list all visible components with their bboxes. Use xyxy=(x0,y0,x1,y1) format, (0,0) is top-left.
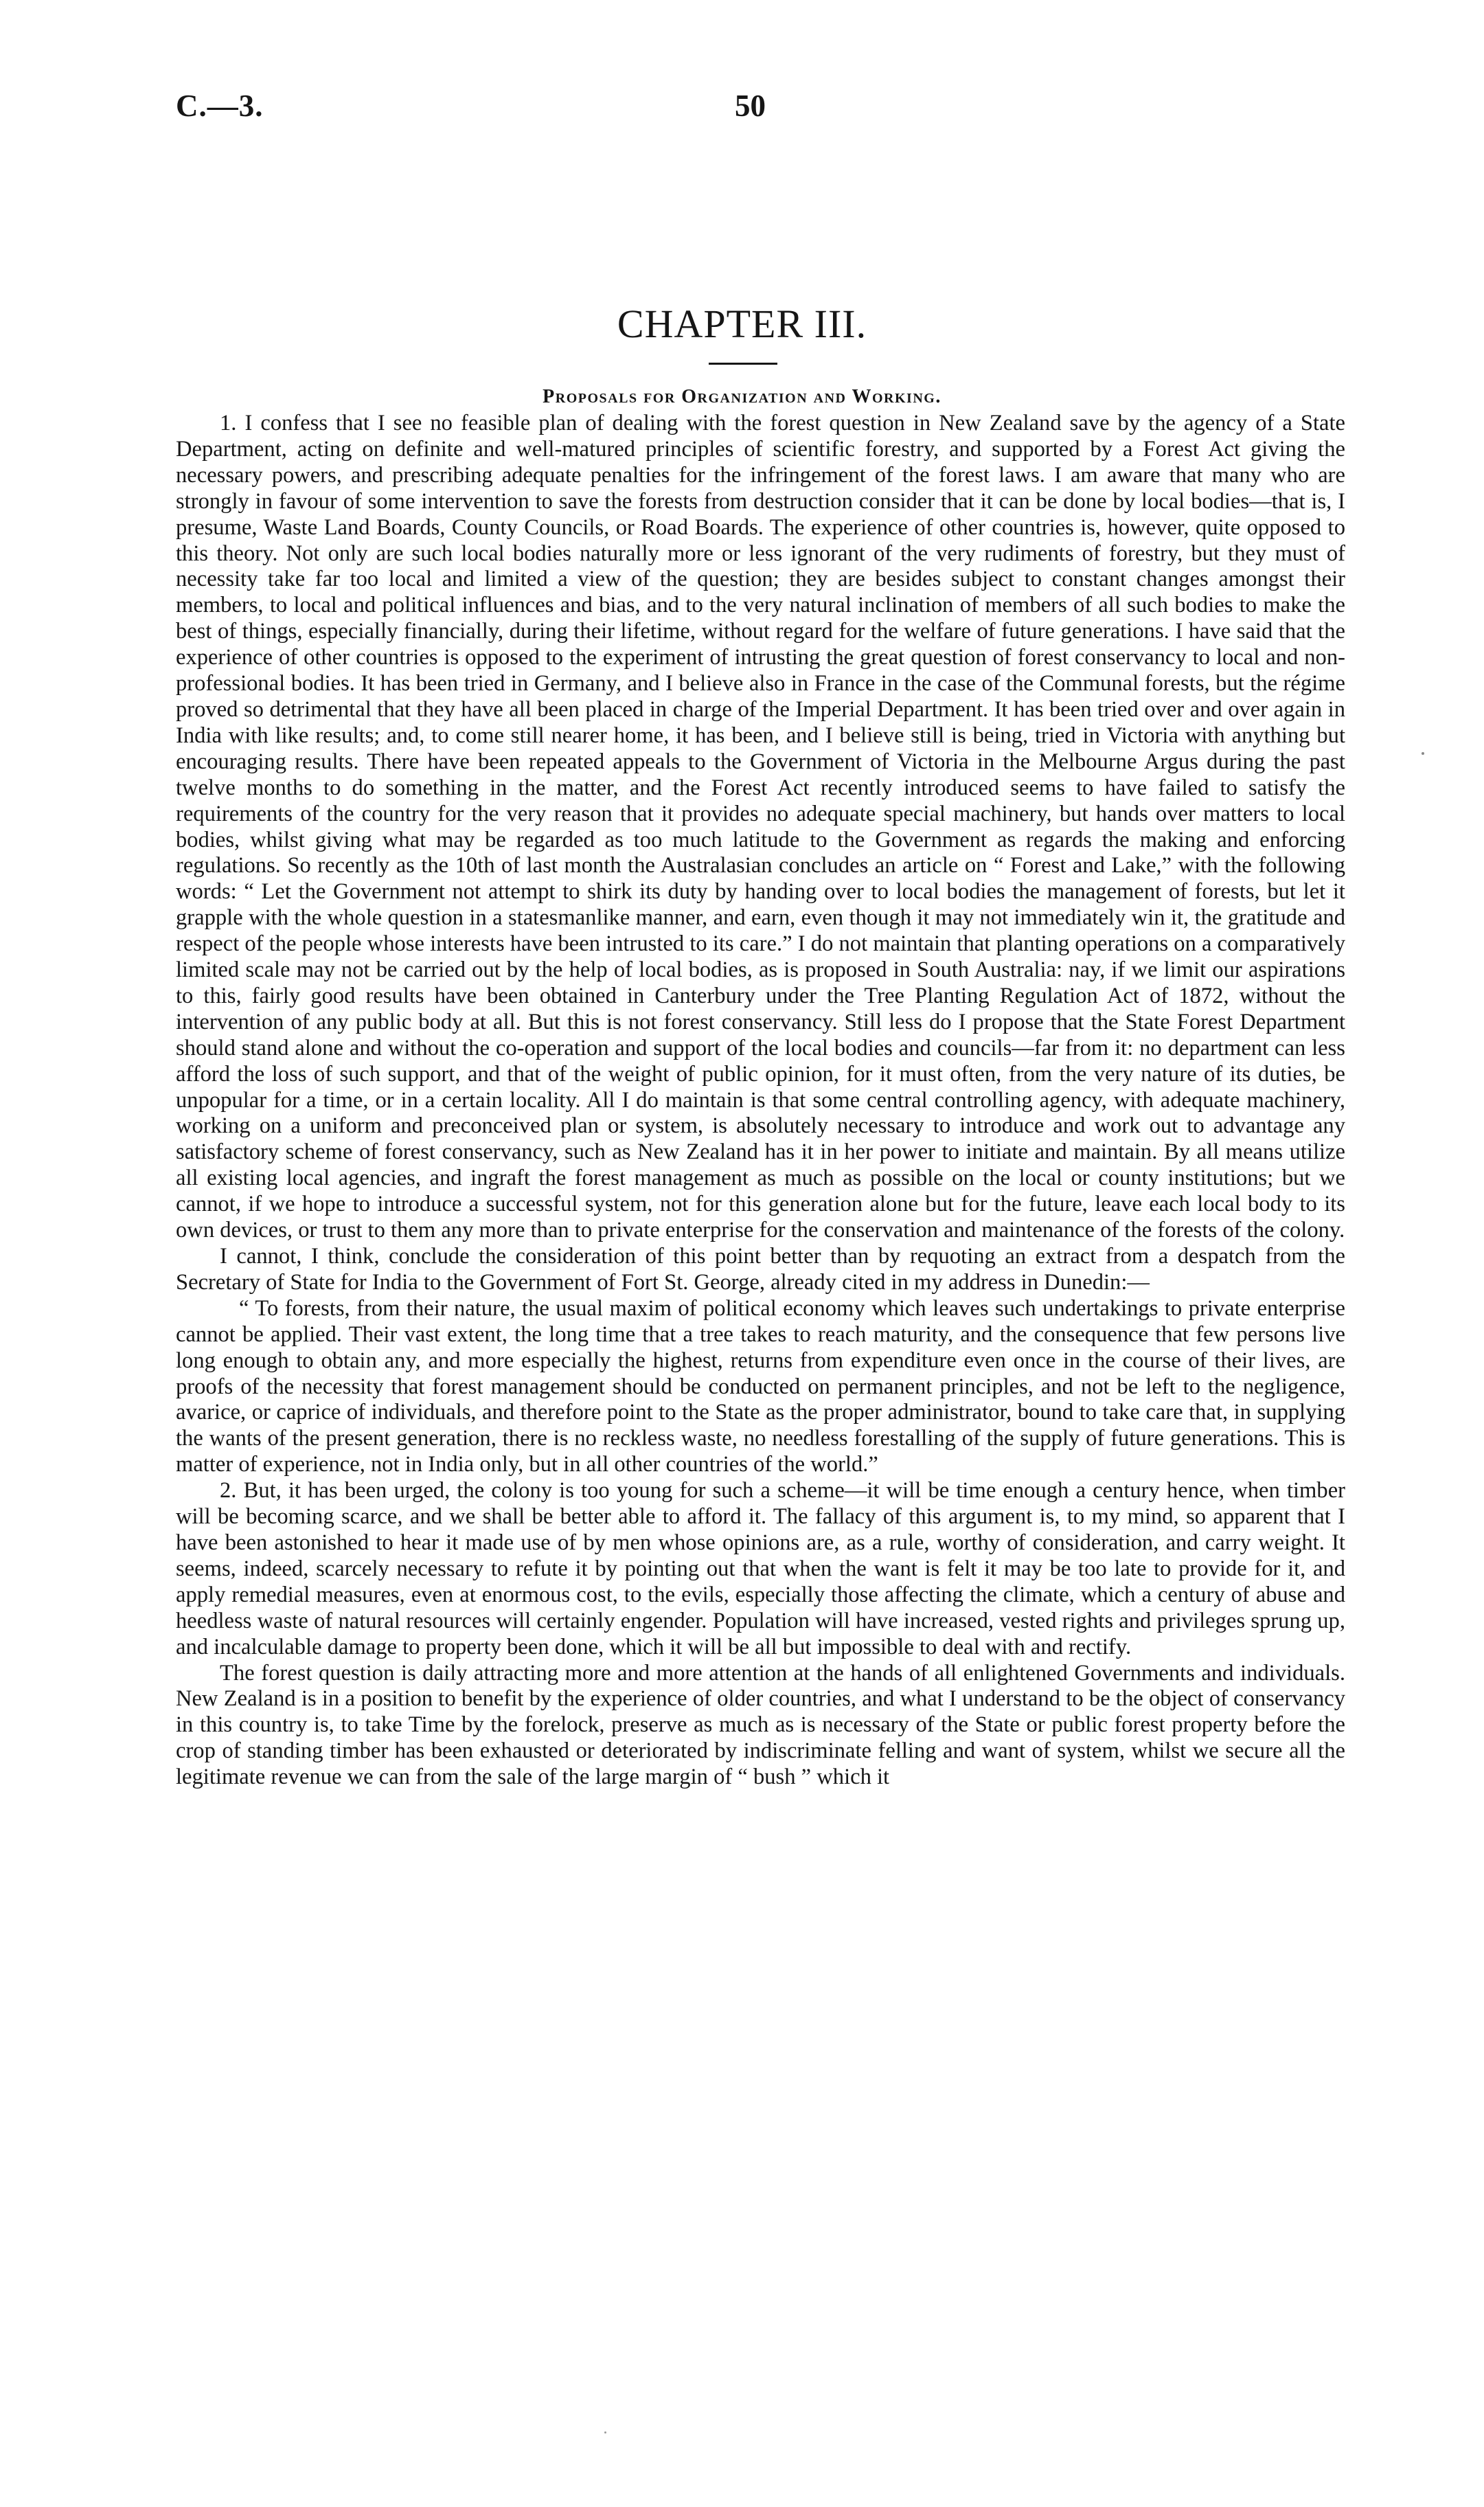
chapter-title: CHAPTER III. xyxy=(617,302,867,346)
page-number: 50 xyxy=(735,89,766,123)
section-heading: Proposals for Organization and Working. xyxy=(543,386,941,407)
document-code: C.—3. xyxy=(176,89,264,123)
paragraph-despatch-intro: I cannot, I think, conclude the consideration of this point better than by requoting an extract from a despatch from the Secretary of State for India to the Government of Fort St. George, already cited in my address in Dunedin:— xyxy=(176,1244,1345,1295)
title-rule xyxy=(709,363,777,365)
running-head xyxy=(176,88,1325,129)
paragraph-2-colony-too-young: 2. But, it has been urged, the colony is too young for such a scheme—it will be time enough a century hence, when timber will be becoming scarce, and we shall be better able to afford it. The fallacy of this argument is, to my mind, so apparent that I have been astonished to hear it made use of by men whose opinions are, as a rule, worthy of consideration, and carry weight. It seems, indeed, scarcely necessary to refute it by pointing out that when the want is felt it may be too late to provide for it, and apply remedial measures, even at enormous cost, to the evils, especially those affecting the climate, which a century of abuse and heedless waste of natural resources will certainly engender. Population will have increased, vested rights and privileges sprung up, and incalculable damage to property been done, which it will be all but impossible to deal with and rectify. xyxy=(176,1478,1345,1659)
paragraph-despatch-quote: “ To forests, from their nature, the usual maxim of political economy which leaves such undertakings to private enterprise cannot be applied. Their vast extent, the long time that a tree takes to reach maturity, and the consequence that few persons live long enough to obtain any, and more especially the highest, returns from expenditure even once in the course of their lives, are proofs of the necessity that forest management should be conducted on permanent principles, and not be left to the negligence, avarice, or caprice of individuals, and therefore point to the State as the proper administrator, bound to take care that, in supplying the wants of the present generation, there is no reckless waste, no needless forestalling of the supply of future generations. This is matter of experience, not in India only, but in all other countries of the world.” xyxy=(176,1295,1345,1477)
paragraph-1-local-bodies: 1. I confess that I see no feasible plan of dealing with the forest question in New Zealand save by the agency of a State Department, acting on definite and well-matured principles of scientific forestry, and supported by a Forest Act giving the necessary powers, and prescribing adequate penalties for the infringement of the forest laws. I am aware that many who are strongly in favour of some intervention to save the forests from destruction consider that it can be done by local bodies—that is, I presume, Waste Land Boards, County Councils, or Road Boards. The experience of other countries is, however, quite opposed to this theory. Not only are such local bodies naturally more or less ignorant of the very rudiments of forestry, but they must of necessity take far too local and limited a view of the question; they are besides subject to constant changes amongst their members, to local and political influences and bias, and to the very natural inclination of members of all such bodies to make the best of things, especially financially, during their lifetime, without regard for the welfare of future generations. I have said that the experience of other countries is opposed to the experiment of intrusting the great question of forest conservancy to local and non-professional bodies. It has been tried in Germany, and I believe also in France in the case of the Communal forests, but the régime proved so detrimental that they have all been placed in charge of the Imperial Department. It has been tried over and over again in India with like results; and, to come still nearer home, it has been, and I believe still is being, tried in Victoria with anything but encouraging results. There have been repeated appeals to the Government of Victoria in the Melbourne Argus during the past twelve months to do something in the matter, and the Forest Act recently introduced seems to have failed to satisfy the requirements of the country for the very reason that it provides no adequate special machinery, but hands over matters to local bodies, whilst giving what may be regarded as too much latitude to the Government as regards the making and enforcing regulations. So recently as the 10th of last month the Australasian concludes an article on “ Forest and Lake,” with the following words: “ Let the Government not attempt to shirk its duty by handing over to local bodies the management of forests, but let it grapple with the whole question in a statesmanlike manner, and earn, even though it may not immediately win it, the gratitude and respect of the people whose interests have been intrusted to its care.” I do not maintain that planting operations on a comparatively limited scale may not be carried out by the help of local bodies, as is proposed in South Australia: nay, if we limit our aspirations to this, fairly good results have been obtained in Canterbury under the Tree Planting Regulation Act of 1872, without the intervention of any public body at all. But this is not forest conservancy. Still less do I propose that the State Forest Department should stand alone and without the co-operation and support of the local bodies and councils—far from it: no department can less afford the loss of such support, and that of the weight of public opinion, for it must often, from the very nature of its duties, be unpopular for a time, or in a certain locality. All I do maintain is that some central controlling agency, with adequate machinery, working on a uniform and preconceived plan or system, is absolutely necessary to introduce and work out to advantage any satisfactory scheme of forest conservancy, such as New Zealand has it in her power to initiate and maintain. By all means utilize all existing local agencies, and ingraft the forest management as much as possible on the local or county institutions; but we cannot, if we hope to introduce a successful system, not for this generation alone but for the future, leave each local body to its own devices, or trust to them any more than to private enterprise for the conservation and maintenance of the forests of the colony. xyxy=(176,411,1345,1243)
margin-speck xyxy=(1422,752,1424,755)
paragraph-forest-question: The forest question is daily attracting more and more attention at the hands of all enlightened Governments and individuals. New Zealand is in a position to benefit by the experience of older countries, and what I understand to be the object of conservancy in this country is, to take Time by the forelock, preserve as much as is necessary of the State or public forest property before the crop of standing timber has been exhausted or deteriorated by indiscriminate felling and want of system, whilst we secure all the legitimate revenue we can from the sale of the large margin of “ bush ” which it xyxy=(176,1660,1345,1790)
body-text xyxy=(176,411,1345,1791)
bottom-speck xyxy=(604,2431,606,2434)
